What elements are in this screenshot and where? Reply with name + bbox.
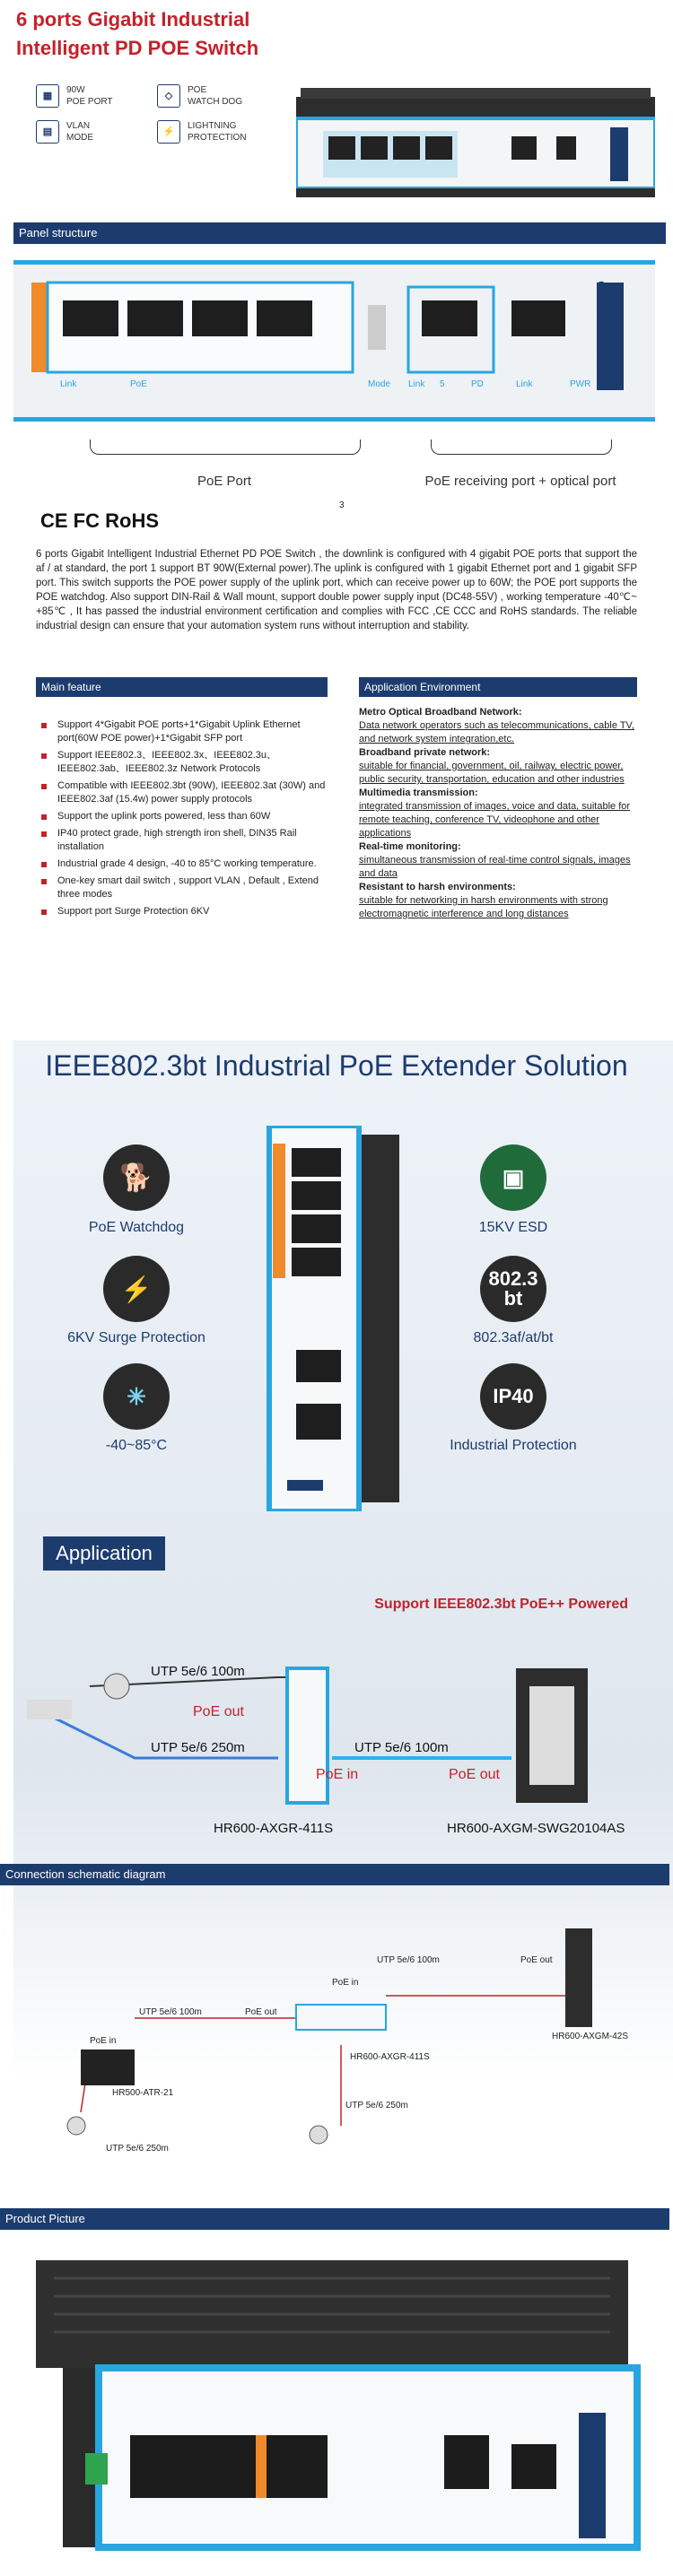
feature-item (36, 120, 157, 144)
esd-badge (480, 1144, 546, 1211)
list-item: Support 4*Gigabit POE ports+1*Gigabit Uplink Ethernet port(60W POE power)+1*Gigabit SFP port (36, 718, 328, 745)
utp-label: UTP 5e/6 100m (354, 1740, 449, 1755)
app-env-heading: Metro Optical Broadband Network: (359, 707, 522, 718)
bracket-receiving (431, 439, 612, 455)
feature-line2: WATCH DOG (188, 97, 243, 107)
list-item: One-key smart dail switch , support VLAN , Default , Extend three modes (36, 875, 328, 901)
surge-badge (103, 1256, 170, 1322)
schematic-label: PoE in (332, 1978, 359, 1988)
shield-lightning-icon: ⚡ (120, 1275, 153, 1303)
vlan-icon: ▤ (36, 120, 59, 144)
schematic-label: HR500-ATR-21 (112, 2088, 174, 2098)
badge-caption: PoE Watchdog (88, 1220, 185, 1235)
list-item: Support IEEE802.3、IEEE802.3x、IEEE802.3u、IEEE802.3ab、IEEE802.3z Network Protocols (36, 749, 328, 776)
feature-line2: PROTECTION (188, 133, 247, 143)
temperature-icon: ✳ (127, 1382, 146, 1410)
utp-label: UTP 5e/6 250m (151, 1740, 245, 1755)
app-env-heading: Multimedia transmission: (359, 788, 478, 798)
badge-caption: 15KV ESD (478, 1220, 548, 1235)
connection-diagram (0, 1919, 673, 2189)
temperature-badge (103, 1363, 170, 1430)
utp-label: UTP 5e/6 100m (151, 1664, 245, 1679)
app-env-heading: Real-time monitoring: (359, 841, 461, 852)
section-product-picture: Product Picture (0, 2208, 669, 2230)
panel-label-poe: PoE (130, 379, 147, 389)
poe-out-label: PoE out (193, 1704, 244, 1719)
panel-label-5: 5 (440, 379, 445, 389)
list-item: Compatible with IEEE802.3bt (90W), IEEE802.3at (30W) and IEEE802.3af (15.4w) power supply protocols (36, 779, 328, 806)
dog-icon: 🐕 (119, 1162, 153, 1193)
application-label: Application (43, 1536, 165, 1571)
poe-watchdog-badge (103, 1144, 170, 1211)
feature-line1: 90W (66, 85, 85, 95)
caption-poe-port: PoE Port (197, 474, 252, 489)
panel-brand: Industrial PoE Switch (596, 281, 607, 373)
panel-diagram (13, 260, 655, 422)
panel-label-mode: Mode (368, 379, 391, 389)
support-text: Support IEEE802.3bt PoE++ Powered (374, 1597, 628, 1612)
main-feature-list (36, 718, 328, 918)
list-item: Support the uplink ports powered, less than 60W (36, 810, 328, 823)
badge-caption: -40~85°C (105, 1438, 168, 1453)
feature-item (157, 120, 278, 144)
product-picture-image (36, 2260, 646, 2570)
feature-line1: LIGHTNING (188, 121, 237, 131)
feature-line1: POE (188, 85, 207, 95)
page-marker: 3 (339, 500, 345, 510)
feature-item (36, 84, 157, 108)
extender-device-image (260, 1126, 404, 1511)
feature-line2: MODE (66, 133, 93, 143)
switch-hero-image (296, 88, 655, 213)
schematic-label: UTP 5e/6 100m (377, 1955, 440, 1965)
ip40-badge: IP40 (480, 1363, 546, 1430)
schematic-label: UTP 5e/6 250m (106, 2144, 169, 2154)
badge-caption: 802.3af/at/bt (473, 1330, 554, 1345)
feature-line1: VLAN (66, 121, 91, 131)
panel-label-pwr: PWR (570, 379, 591, 389)
page-title: 6 ports Gigabit Industrial Intelligent PD POE Switch (16, 8, 259, 59)
list-item: Support port Surge Protection 6KV (36, 905, 328, 918)
cert-logos: CE FC RoHS (40, 509, 159, 532)
app-env-text: Data network operators such as telecommunications, cable TV, and network system integration,etc. (359, 720, 634, 744)
extender-title: IEEE802.3bt Industrial PoE Extender Solution (45, 1049, 628, 1082)
main-feature-panel (36, 677, 328, 922)
chip-icon: ▣ (502, 1163, 525, 1191)
feature-item (157, 84, 278, 108)
app-env-text: suitable for networking in harsh environments with strong electromagnetic interference and long distances (359, 895, 608, 919)
poe-watchdog-icon: ◇ (157, 84, 180, 108)
app-env-heading: Broadband private network: (359, 747, 491, 758)
schematic-label: HR600-AXGM-42S (552, 2032, 629, 2041)
application-environment-panel (359, 677, 637, 921)
standard-badge: 802.3 bt (480, 1256, 546, 1322)
app-env-header: Application Environment (359, 677, 637, 697)
main-feature-header: Main feature (36, 677, 328, 697)
list-item: Industrial grade 4 design, -40 to 85°C working temperature. (36, 857, 328, 871)
app-env-text: suitable for financial, government, oil, railway, electric power, public security, transportation, education and other industries (359, 761, 625, 785)
schematic-label: PoE out (245, 2007, 277, 2017)
bracket-poe (90, 439, 361, 455)
poe-in-label: PoE in (316, 1767, 359, 1782)
panel-front-image (13, 265, 655, 408)
list-item: IP40 protect grade, high strength iron shell, DIN35 Rail installation (36, 827, 328, 854)
panel-label-link3: Link (516, 379, 533, 389)
schematic-label: UTP 5e/6 100m (139, 2007, 202, 2017)
section-connection: Connection schematic diagram (0, 1864, 669, 1885)
description: 6 ports Gigabit Intelligent Industrial Ethernet PD POE Switch , the downlink is configured with 4 gigabit POE ports that support the af / at standard, the port 1 support BT 90W(External power).The uplink is configured with 1 gigabit Ethernet port and 1 gigabit SFP port. This switch supports the POE power supply of the uplink port, which can receive power up to 60W; the POE port supports the POE watchdog. Also support DIN-Rail & Wall mount, support double power supply input (DC48-55V) , working temperature -40℃~ +85℃ , It has passed the industrial environment certification and complies with FCC ,CE CCC and RoHS standards. The reliable industrial design can ensure that your automation system runs without interruption and stability. (36, 549, 637, 631)
schematic-label: PoE in (90, 2036, 117, 2046)
panel-label-link2: Link (408, 379, 425, 389)
app-env-list (359, 706, 637, 921)
section-panel-structure: Panel structure (13, 222, 666, 244)
lightning-icon: ⚡ (157, 120, 180, 144)
model-label: HR600-AXGR-411S (214, 1821, 334, 1836)
badge-caption: Industrial Protection (450, 1438, 577, 1453)
poe-port-icon: ▦ (36, 84, 59, 108)
application-diagram (27, 1650, 646, 1830)
feature-grid (36, 84, 278, 144)
model-label: HR600-AXGM-SWG20104AS (447, 1821, 625, 1836)
schematic-label: UTP 5e/6 250m (345, 2101, 408, 2110)
app-env-text: integrated transmission of images, voice and data, suitable for remote teaching, conference TV, videophone and other applications (359, 801, 631, 839)
caption-receiving: PoE receiving port + optical port (424, 474, 616, 489)
panel-label-link: Link (60, 379, 77, 389)
schematic-label: HR600-AXGR-411S (350, 2052, 430, 2062)
schematic-label: PoE out (520, 1955, 553, 1965)
app-env-heading: Resistant to harsh environments: (359, 882, 516, 892)
app-env-text: simultaneous transmission of real-time control signals, images and data (359, 855, 631, 879)
feature-line2: POE PORT (66, 97, 113, 107)
badge-caption: 6KV Surge Protection (67, 1330, 205, 1345)
panel-label-pd: PD (471, 379, 484, 389)
poe-out-label: PoE out (449, 1767, 500, 1782)
